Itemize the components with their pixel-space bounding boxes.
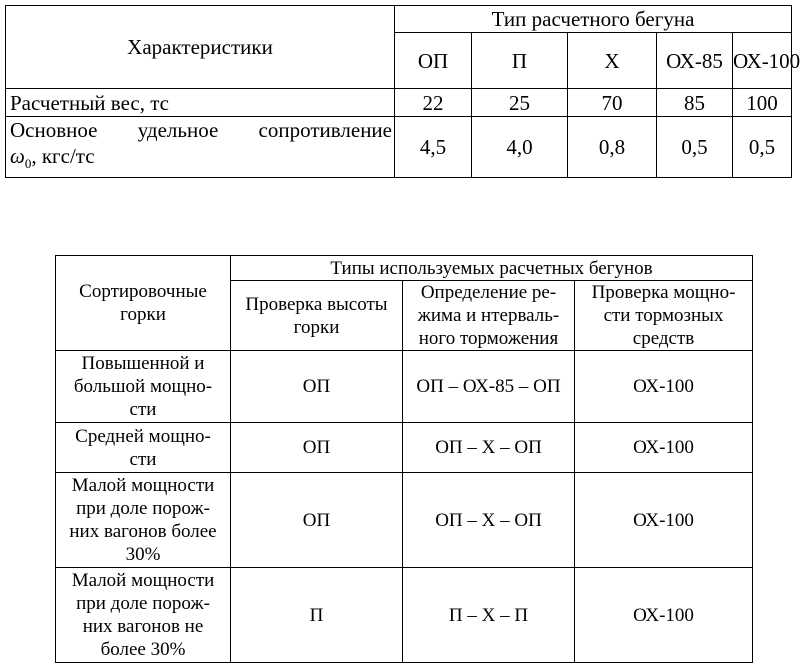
table-cell: ОХ-100 bbox=[575, 473, 753, 568]
runner-type-group-header: Тип расчетного бегуна bbox=[395, 6, 792, 33]
row-label-weight: Расчетный вес, тс bbox=[6, 89, 395, 117]
table-cell: 70 bbox=[568, 89, 657, 117]
mode-header: Определение ре-жима и нтерваль-ного торможения bbox=[403, 281, 575, 351]
hills-header: Сортировочные горки bbox=[56, 256, 231, 351]
hump-runner-usage-table bbox=[55, 255, 753, 663]
hill-type-cell: Малой мощности при доле порож-них вагонов более 30% bbox=[56, 473, 231, 568]
hill-type-cell: Повышенной и большой мощно-сти bbox=[56, 351, 231, 423]
table-cell: ОП bbox=[231, 351, 403, 423]
runner-characteristics-table bbox=[5, 5, 801, 178]
omega-symbol: $\omega_0$ bbox=[10, 144, 32, 172]
table-cell: ОП – ОХ-85 – ОП bbox=[403, 351, 575, 423]
table-cell: 4,5 bbox=[395, 117, 472, 178]
table-cell: ОП – Х – ОП bbox=[403, 473, 575, 568]
table-cell: 4,0 bbox=[472, 117, 568, 178]
table-row bbox=[56, 351, 753, 423]
table-cell: 25 bbox=[472, 89, 568, 117]
characteristics-header: Характеристики bbox=[6, 6, 395, 89]
type-header-op: ОП bbox=[395, 33, 472, 89]
table-cell: ОХ-100 bbox=[575, 568, 753, 663]
resistance-label-line2 bbox=[6, 143, 394, 177]
table-cell: ОП bbox=[231, 473, 403, 568]
table-cell: П – Х – П bbox=[403, 568, 575, 663]
table-cell: 0,5 bbox=[733, 117, 792, 178]
table-cell: 0,8 bbox=[568, 117, 657, 178]
type-header-p: П bbox=[472, 33, 568, 89]
table-cell: ОП bbox=[231, 423, 403, 473]
type-header-okh85: ОХ-85 bbox=[657, 33, 733, 89]
table-row bbox=[56, 423, 753, 473]
table-cell: 100 bbox=[733, 89, 792, 117]
table-cell: 85 bbox=[657, 89, 733, 117]
table-row bbox=[6, 89, 792, 117]
resistance-label-line1: Основное удельное сопротивление bbox=[10, 118, 392, 142]
table-row bbox=[56, 568, 753, 663]
height-check-header: Проверка высоты горки bbox=[231, 281, 403, 351]
table-row bbox=[56, 473, 753, 568]
table-cell: 0,5 bbox=[657, 117, 733, 178]
runner-usage-group-header: Типы используемых расчетных бегунов bbox=[231, 256, 753, 281]
type-header-kh: Х bbox=[568, 33, 657, 89]
table-row bbox=[6, 117, 792, 178]
row-label-resistance bbox=[6, 117, 395, 178]
type-header-okh100: ОХ-100 bbox=[733, 33, 792, 89]
resistance-unit: , кгс/тс bbox=[31, 144, 95, 168]
table-cell: ОХ-100 bbox=[575, 351, 753, 423]
hill-type-cell: Средней мощно-сти bbox=[56, 423, 231, 473]
table-cell: П bbox=[231, 568, 403, 663]
hill-type-cell: Малой мощности при доле порож-них вагонов не более 30% bbox=[56, 568, 231, 663]
power-check-header: Проверка мощно-сти тормозных средств bbox=[575, 281, 753, 351]
table-cell: 22 bbox=[395, 89, 472, 117]
table-cell: ОП – Х – ОП bbox=[403, 423, 575, 473]
table-cell: ОХ-100 bbox=[575, 423, 753, 473]
